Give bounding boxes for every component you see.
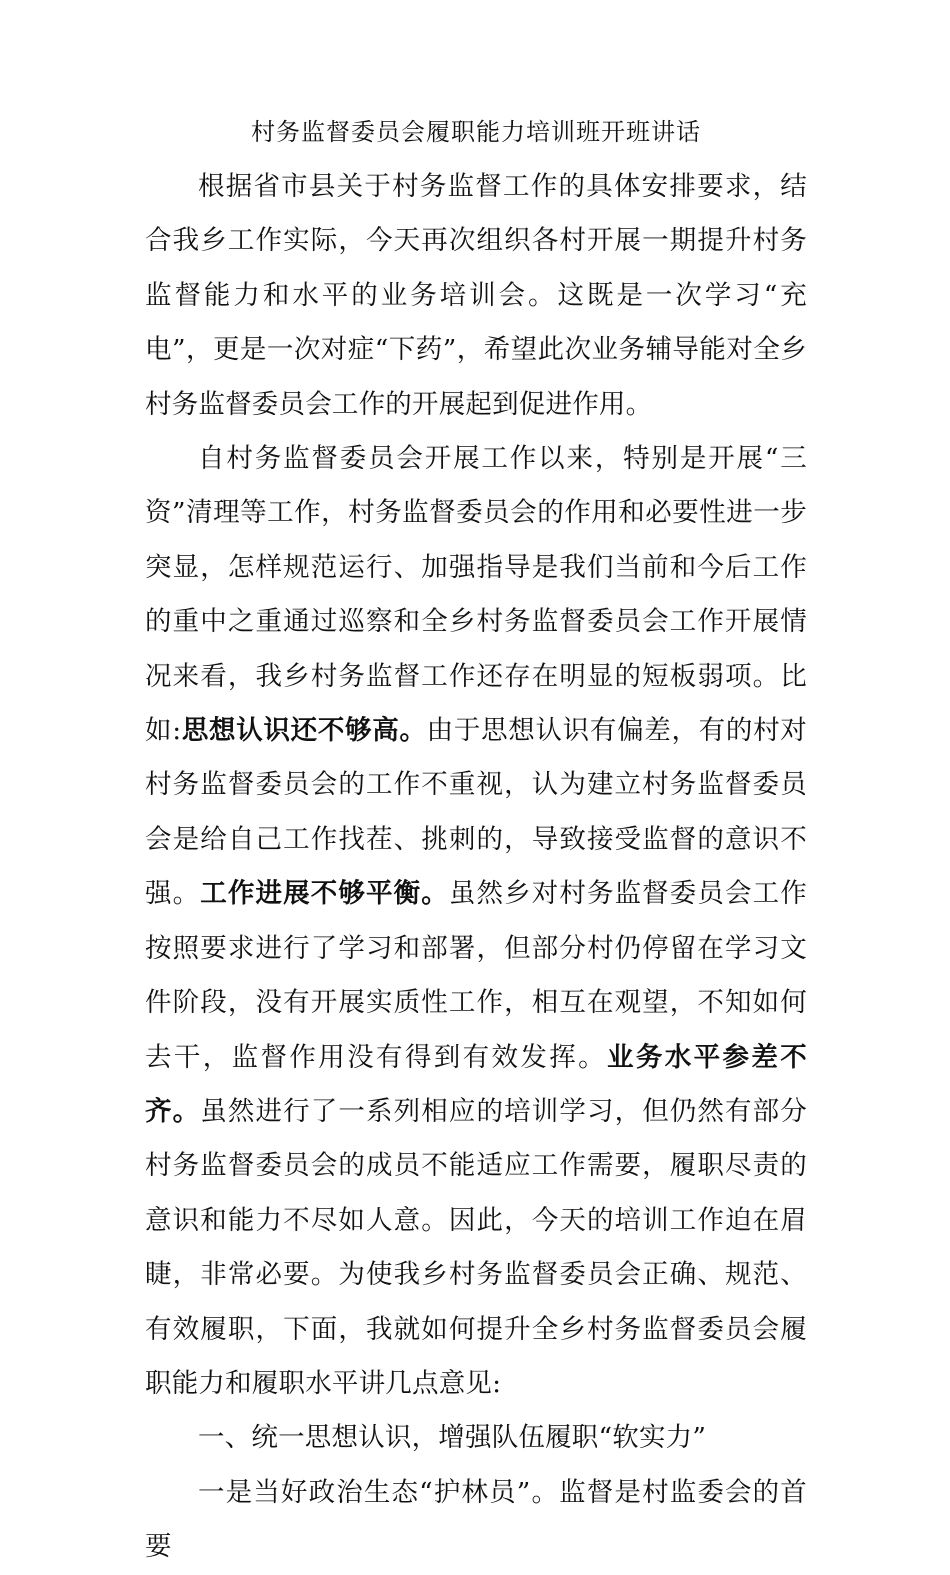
paragraph-section1-start: 一是当好政治生态“护林员”。监督是村监委会的首要 bbox=[145, 1476, 807, 1563]
point1-text: 由于思想认识有偏差，有的村对村务监督委员会的工作不重视，认为建立村务监督委员会是给自己工作找茬、挑刺的，导致接受监督的意识不强。 bbox=[145, 715, 807, 910]
point3-heading: 业务水平参差不齐。 bbox=[145, 1041, 807, 1127]
point2-heading: 工作进展不够平衡。 bbox=[200, 878, 449, 910]
document-title: 村务监督委员会履职能力培训班开班讲话 bbox=[251, 118, 701, 146]
point3-text: 虽然进行了一系列相应的培训学习，但仍然有部分村务监督委员会的成员不能适应工作需要，履职尽责的意识和能力不尽如人意。因此，今天的培训工作迫在眉睫，非常必要。为使我乡村务监督委员会正确、规范、有效履职，下面，我就如何提升全乡村务监督委员会履职能力和履职水平讲几点意见: bbox=[145, 1095, 807, 1399]
paragraph-intro: 根据省市县关于村务监督工作的具体安排要求，结合我乡工作实际，今天再次组织各村开展一期提升村务监督能力和水平的业务培训会。这既是一次学习“充电”，更是一次对症“下药”，希望此次业务辅导能对全乡村务监督委员会工作的开展起到促进作用。 bbox=[145, 171, 807, 420]
point1-heading: 思想认识还不够高。 bbox=[181, 715, 427, 747]
paragraph-problems bbox=[145, 432, 807, 1411]
document-body bbox=[145, 160, 807, 1575]
problems-intro-text: 自村务监督委员会开展工作以来，特别是开展“三资”清理等工作，村务监督委员会的作用和必要性进一步突显，怎样规范运行、加强指导是我们当前和今后工作的重中之重通过巡察和全乡村务监督委员会工作开展情况来看，我乡村务监督工作还存在明显的短板弱项。比如: bbox=[145, 443, 807, 747]
section1-heading: 一、统一思想认识，增强队伍履职“软实力” bbox=[198, 1422, 707, 1454]
point2-text: 虽然乡对村务监督委员会工作按照要求进行了学习和部署，但部分村仍停留在学习文件阶段，没有开展实质性工作，相互在观望，不知如何去干，监督作用没有得到有效发挥。 bbox=[145, 878, 807, 1073]
